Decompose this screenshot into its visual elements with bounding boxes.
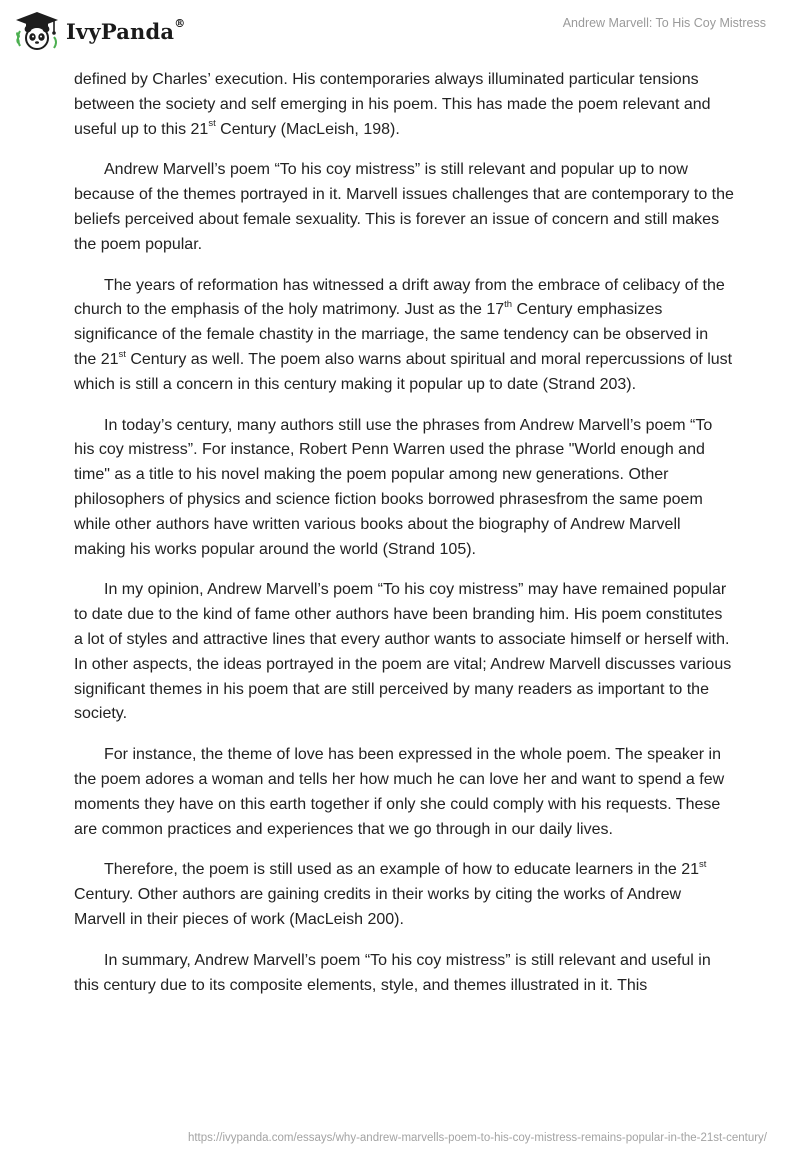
paragraph: In summary, Andrew Marvell’s poem “To his coy mistress” is still relevant and useful in this century due to its composite elements, style, and themes illustrated in it. This [74,951,711,994]
paragraph: For instance, the theme of love has been expressed in the whole poem. The speaker in the poem adores a woman and tells her how much he can love her and want to spend a few moments they have on this earth together if only she could comply with his requests. These are common practices and experiences that we go through in our daily lives. [74,746,725,838]
panda-graduate-icon [14,11,60,51]
ivypanda-logo[interactable] [14,11,185,51]
paragraph: Andrew Marvell’s poem “To his coy mistress” is still relevant and popular up to now because of the themes portrayed in it. Marvell issues challenges that are contemporary to the beliefs perceived about female sexuality. This is forever an issue of concern and still makes the poem popular. [74,161,734,253]
paragraph: In today’s century, many authors still use the phrases from Andrew Marvell’s poem “To his coy mistress”. For instance, Robert Penn Warren used the phrase "World enough and time" as a title to his novel making the poem popular among new generations. Other philosophers of physics and science fiction books borrowed phrasesfrom the same poem while other authors have written various books about the biography of Andrew Marvell making his works popular around the world (Strand 105). [74,416,713,558]
logo-text [66,16,186,44]
document-title: Andrew Marvell: To His Coy Mistress [562,16,766,30]
page-header [0,0,800,60]
paragraph: Therefore, the poem is still used as an example of how to educate learners in the 21st Century. Other authors are gaining credits in their works by citing the works of Andrew Marvell in their pieces of work (MacLeish 200). [74,858,707,928]
logo-name: IvyPanda [66,18,175,44]
paragraph: defined by Charles’ execution. His contemporaries always illuminated particular tensions between the society and self emerging in his poem. This has made the poem relevant and useful up to this 21st Century (MacLeish, 198). [74,71,711,138]
essay-body [74,68,734,1014]
registered-mark: ® [174,16,186,30]
paragraph: The years of reformation has witnessed a drift away from the embrace of celibacy of the church to the emphasis of the holy matrimony. Just as the 17th Century emphasizes significance of the female chastity in the marriage, the same tendency can be observed in the 21st Century as well. The poem also warns about spiritual and moral repercussions of lust which is still a concern in this century making it popular up to date (Strand 203). [74,276,733,393]
paragraph: In my opinion, Andrew Marvell’s poem “To his coy mistress” may have remained popular to date due to the kind of fame other authors have been branding him. His poem constitutes a lot of styles and attractive lines that every author wants to associate himself or herself with. In other aspects, the ideas portrayed in the poem are vital; Andrew Marvell discusses various significant themes in his poem that are still perceived by many readers as important to the society. [74,581,732,723]
source-url-link[interactable]: https://ivypanda.com/essays/why-andrew-marvells-poem-to-his-coy-mistress-remains-popular-in-the-21st-century/ [187,1132,767,1144]
